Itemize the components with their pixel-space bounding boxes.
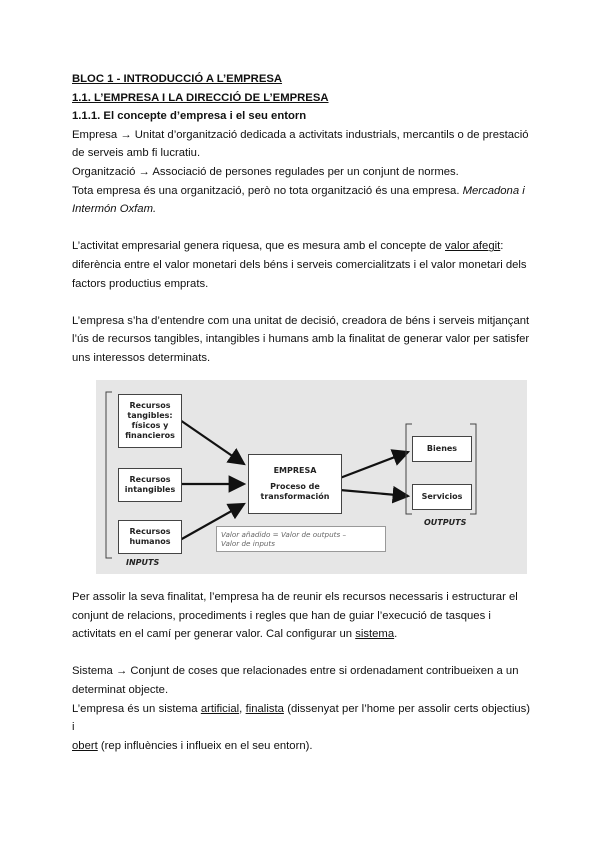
finalista-term: finalista [245, 702, 284, 715]
input-intangibles-box [118, 468, 182, 502]
obert-term: obert [72, 739, 98, 752]
def-sistema-line2: determinat objecte. [72, 683, 169, 696]
valor-afegit-term: valor afegit [445, 240, 501, 253]
input3-line1: Recursos [129, 527, 171, 536]
artificial-term: artificial [200, 702, 240, 715]
output-servicios-box [412, 484, 472, 510]
def-empresa-line2: de serveis amb fi lucratiu. [72, 147, 201, 160]
examples-text-1: Mercadona i [462, 184, 525, 197]
input1-line4: financieros [125, 431, 175, 440]
empresa-diagram [96, 380, 527, 574]
colon: : [500, 240, 504, 253]
outputs-label: OUTPUTS [424, 518, 467, 527]
input1-line3: físicos y [131, 421, 169, 430]
output1-label: Bienes [426, 444, 458, 453]
note-line2: Valor de inputs [221, 539, 275, 548]
input1-line2: tangibles: [127, 411, 173, 420]
bloc-heading: BLOC 1 - INTRODUCCIÓ A L’EMPRESA [72, 73, 283, 85]
def-empresa-line1: Empresa → Unitat d’organització dedicada a activitats industrials, mercantils o de prestació [72, 128, 529, 141]
activitat-line2: diferència entre el valor monetari dels béns i serveis comercialitzats i el valor monetari dels [72, 258, 527, 271]
center-title: EMPRESA [273, 466, 317, 475]
inputs-label: INPUTS [126, 558, 160, 567]
finalitat-line3 [72, 625, 530, 644]
unitat-line2: l’ús de recursos tangibles, intangibles i humans amb la finalitat de generar valor per satisfer [72, 333, 530, 346]
examples-text-2: Intermón Oxfam. [72, 203, 157, 216]
output2-label: Servicios [421, 492, 463, 501]
valor-anadido-note [216, 526, 386, 552]
input-tangibles-box [118, 394, 182, 448]
activitat-text: L’activitat empresarial genera riquesa, que es mesura amb el concepte de [72, 240, 442, 253]
empresa-sistema-text: L’empresa és un sistema [72, 702, 198, 715]
input3-line2: humanos [129, 537, 171, 546]
input2-line1: Recursos [129, 475, 171, 484]
output-bienes-box [412, 436, 472, 462]
def-sistema-line1: Sistema → Conjunt de coses que relacionades entre si ordenadament contribueixen a un [72, 665, 519, 678]
obert-explanation: (rep influències i influeix en el seu entorn). [100, 739, 313, 752]
document-body [72, 70, 530, 368]
center-sub2: transformación [260, 492, 330, 501]
comma: , [239, 702, 243, 715]
input-humanos-box [118, 520, 182, 554]
input1-line1: Recursos [129, 401, 171, 410]
tota-empresa-text: Tota empresa és una organització, però no tota organització és una empresa. [72, 184, 460, 197]
document-body-lower [72, 588, 530, 755]
activitat-line1 [72, 237, 530, 256]
unitat-line1: L’empresa s’ha d’entendre com una unitat de decisió, creadora de béns i serveis mitjançant [72, 314, 530, 327]
finalitat-line1: Per assolir la seva finalitat, l’empresa ha de reunir els recursos necessaris i estructurar el [72, 591, 518, 603]
empresa-sistema-line1 [72, 700, 530, 737]
subsection-heading: 1.1.1. El concepte d’empresa i el seu entorn [72, 110, 307, 123]
section-heading: 1.1. L’EMPRESA I LA DIRECCIÓ DE L’EMPRESA [72, 91, 329, 104]
finalitat-line2: conjunt de relacions, procediments i regles que han de guiar l’execució de tasques i [72, 609, 491, 622]
tota-empresa-line [72, 182, 530, 201]
activitat-line3: factors productius emprats. [72, 277, 209, 290]
period: . [394, 628, 398, 641]
def-organitzacio: Organització → Associació de persones regulades per un conjunt de normes. [72, 165, 459, 178]
center-sub1: Proceso de [270, 482, 320, 491]
finalista-explanation: (dissenyat per l’home per assolir certs objectius) i [72, 702, 531, 734]
input2-line2: intangibles [124, 485, 176, 494]
empresa-sistema-line2 [72, 737, 530, 756]
empresa-center-box [248, 454, 342, 514]
sistema-term: sistema [355, 628, 395, 641]
finalitat-text: activitats en el camí per generar valor. Cal configurar un [72, 628, 353, 641]
unitat-line3: uns interessos determinats. [72, 351, 211, 364]
note-line1: Valor añadido = Valor de outputs – [221, 530, 347, 539]
